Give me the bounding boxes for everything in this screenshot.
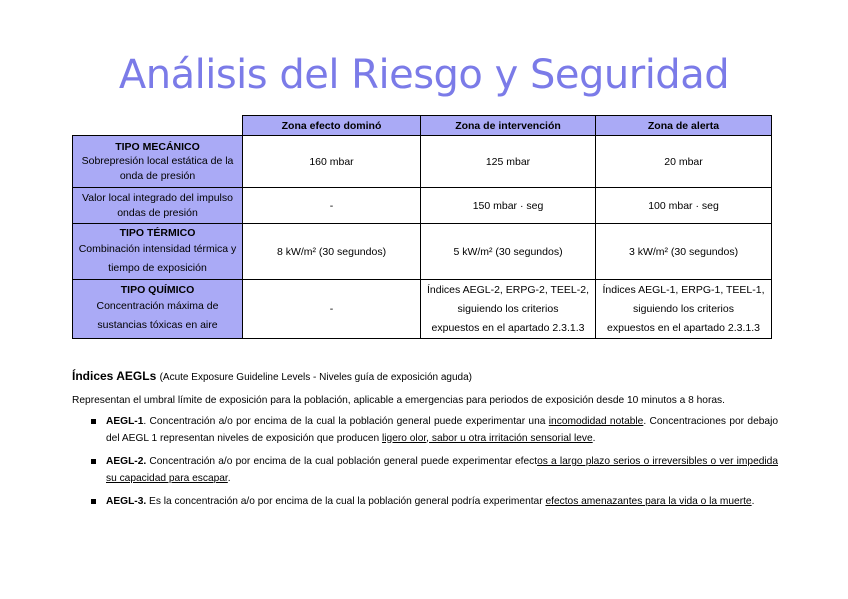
- table-cell: 150 mbar · seg: [421, 188, 596, 224]
- bullet-icon: [91, 459, 96, 464]
- list-item: [72, 414, 778, 447]
- termico-title: TIPO TÉRMICO: [119, 226, 196, 239]
- table-row: [73, 280, 772, 339]
- header-blank-cell: [73, 116, 243, 136]
- section-heading-paren: (Acute Exposure Guideline Levels - Niveles guía de exposición aguda): [159, 372, 472, 383]
- aegl-term: AEGL-2.: [106, 456, 147, 467]
- table-cell: 125 mbar: [421, 136, 596, 188]
- section-heading: [72, 369, 472, 383]
- row-head-quimico: [73, 280, 243, 339]
- table-row: [73, 136, 772, 188]
- cell-line: siguiendo los criterios: [457, 302, 559, 315]
- header-intervencion: Zona de intervención: [421, 116, 596, 136]
- row-head-mecanico-1: [73, 136, 243, 188]
- table-header-row: [73, 116, 772, 136]
- aegl-underline: os a largo plazo serios o irreversibles o ver impedida su capacidad para escapar: [106, 456, 778, 484]
- aegl-underline: incomodidad notable: [548, 416, 644, 427]
- aegl-text: . Concentraciones por debajo del AEGL 1 representan niveles de exposición que producen: [106, 416, 778, 444]
- cell-line: Índices AEGL-1, ERPG-1, TEEL-1,: [602, 283, 765, 296]
- cell-line: expuestos en el apartado 2.3.1.3: [431, 321, 585, 334]
- page-title: Análisis del Riesgo y Seguridad: [118, 52, 730, 98]
- list-item: [72, 454, 778, 487]
- cell-line: expuestos en el apartado 2.3.1.3: [607, 321, 760, 334]
- risk-zones-table: [72, 115, 772, 339]
- cell-line: Índices AEGL-2, ERPG-2, TEEL-2,: [426, 283, 590, 296]
- aegl-text: Concentración a/o por encima de la cual población general puede experimentar efect: [146, 456, 538, 467]
- aegl-text: .: [592, 432, 596, 444]
- table-row: [73, 224, 772, 280]
- section-intro: Representan el umbral límite de exposición para la población, aplicable a emergencias para periodos de exposición desde 10 minutos a 8 horas.: [72, 395, 725, 406]
- aegl-text: .: [751, 496, 755, 507]
- row-head-termico: [73, 224, 243, 280]
- mecanico-title: TIPO MECÁNICO: [115, 140, 200, 153]
- quimico-label: Concentración máxima de sustancias tóxicas en aire: [96, 300, 219, 331]
- aegl-text: . Concentración a/o por encima de la cual la población general puede experimentar una: [143, 416, 549, 427]
- termico-label: Combinación intensidad térmica y tiempo de exposición: [78, 242, 237, 274]
- aegl-text: .: [227, 472, 231, 484]
- table-cell: 8 kW/m² (30 segundos): [243, 224, 421, 280]
- aegl-text: Es la concentración a/o por encima de la cual la población general podría experimentar: [146, 496, 546, 507]
- table-cell: [421, 280, 596, 339]
- quimico-title: TIPO QUÍMICO: [120, 284, 195, 296]
- table-cell: 3 kW/m² (30 segundos): [596, 224, 772, 280]
- list-item: [72, 494, 778, 511]
- table-cell: 160 mbar: [243, 136, 421, 188]
- section-heading-title: Índices AEGLs: [72, 369, 157, 383]
- table-cell: -: [243, 188, 421, 224]
- aegl-term: AEGL-3.: [106, 496, 147, 507]
- table-cell: 5 kW/m² (30 segundos): [421, 224, 596, 280]
- mecanico-row2-label: Valor local integrado del impulso ondas de presión: [82, 191, 233, 219]
- header-domino: Zona efecto dominó: [243, 116, 421, 136]
- header-alerta: Zona de alerta: [596, 116, 772, 136]
- aegl-term: AEGL-1: [106, 416, 144, 427]
- mecanico-row1-label: Sobrepresión local estática de la onda de presión: [81, 154, 234, 182]
- bullet-icon: [91, 419, 96, 424]
- table-cell: -: [243, 280, 421, 339]
- bullet-icon: [91, 499, 96, 504]
- table-cell: [596, 280, 772, 339]
- aegl-underline: ligero olor, sabor u otra irritación sensorial leve: [382, 432, 593, 444]
- table-cell: 20 mbar: [596, 136, 772, 188]
- aegl-list: [72, 414, 778, 518]
- table-cell: 100 mbar · seg: [596, 188, 772, 224]
- aegl-underline: efectos amenazantes para la vida o la muerte: [545, 496, 752, 507]
- cell-line: siguiendo los criterios: [633, 302, 734, 315]
- table-row: [73, 188, 772, 224]
- row-head-mecanico-2: [73, 188, 243, 224]
